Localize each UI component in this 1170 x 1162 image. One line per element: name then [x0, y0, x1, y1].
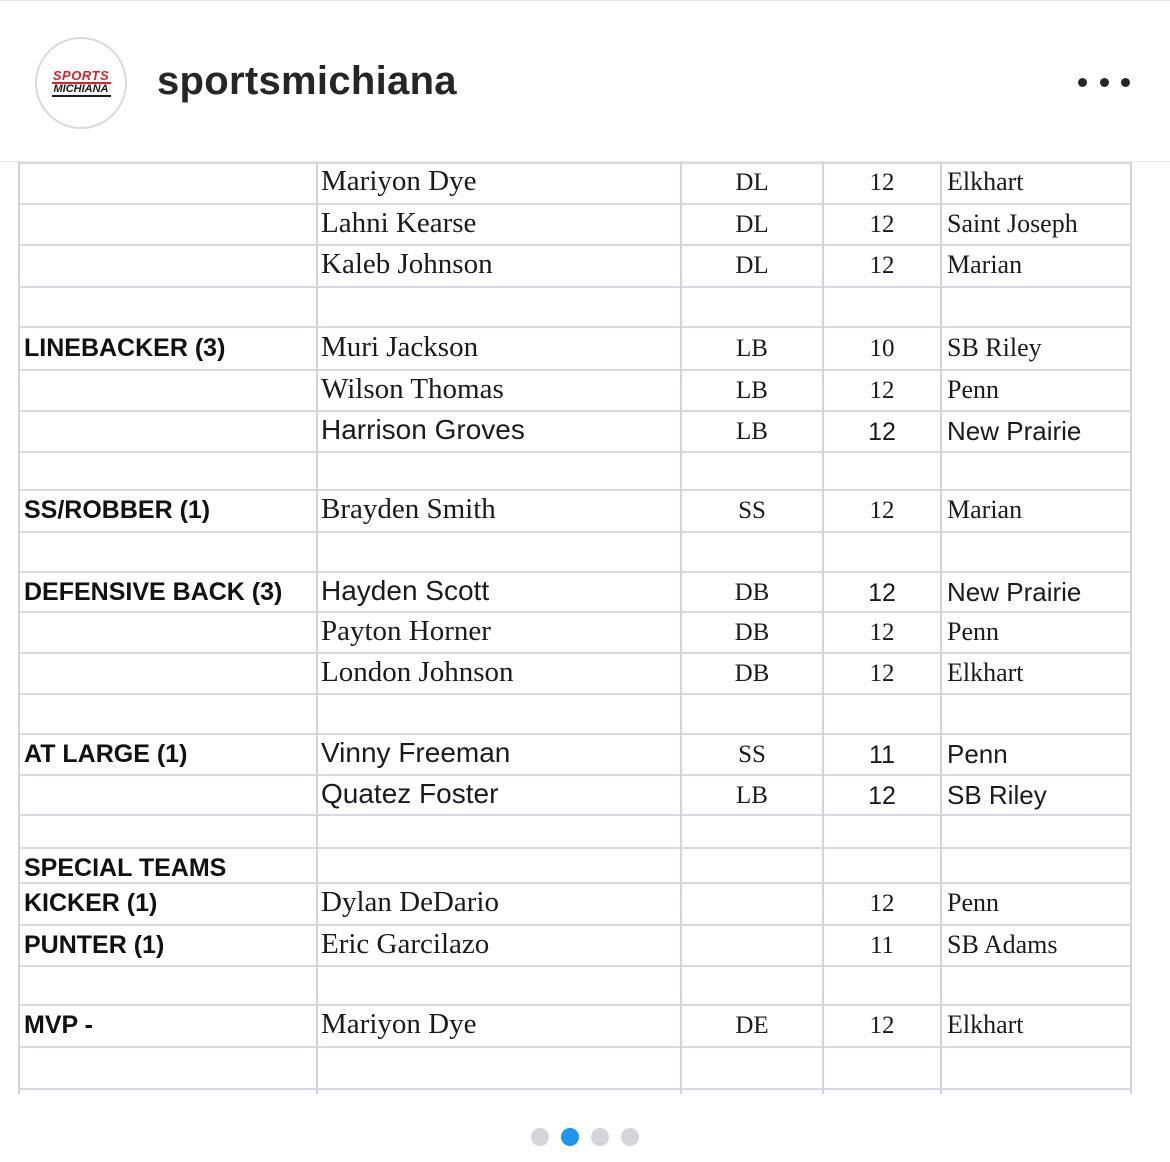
player-school: Marian	[947, 250, 1023, 279]
table-row	[0, 734, 1170, 774]
player-name: Hayden Scott	[321, 575, 490, 606]
player-name: Mariyon Dye	[321, 165, 477, 197]
table-row	[0, 452, 1170, 492]
player-position: LB	[736, 377, 768, 404]
carousel-dot[interactable]	[531, 1128, 549, 1146]
player-position: LB	[736, 335, 768, 362]
table-row	[0, 204, 1170, 244]
player-grade: 12	[869, 890, 895, 917]
player-position: DL	[735, 252, 769, 279]
table-row	[0, 653, 1170, 693]
player-school: Saint Joseph	[947, 209, 1078, 238]
player-grade: 12	[869, 619, 895, 646]
player-position: DB	[734, 619, 770, 646]
table-row	[0, 162, 1170, 202]
grid-line	[18, 1088, 1132, 1090]
category-label: SS/ROBBER (1)	[24, 496, 211, 524]
player-school: Elkhart	[947, 658, 1024, 687]
player-position: SS	[738, 497, 766, 524]
player-name: Quatez Foster	[321, 778, 499, 809]
carousel-dot[interactable]	[621, 1128, 639, 1146]
carousel-dot[interactable]	[591, 1128, 609, 1146]
player-grade: 12	[869, 377, 895, 404]
table-row	[0, 694, 1170, 734]
logo-text-michiana: MICHIANA	[53, 82, 109, 95]
player-grade: 12	[869, 211, 895, 238]
player-grade: 12	[869, 660, 895, 687]
table-row	[0, 612, 1170, 652]
player-name: Lahni Kearse	[321, 207, 477, 239]
table-row	[0, 370, 1170, 410]
player-grade: 11	[869, 741, 895, 769]
player-grade: 12	[869, 497, 895, 524]
carousel-dot[interactable]	[561, 1128, 579, 1146]
table-row	[0, 532, 1170, 572]
profile-avatar[interactable]	[35, 37, 127, 129]
player-school: Elkhart	[947, 1010, 1024, 1039]
player-name: Kaleb Johnson	[321, 248, 493, 280]
player-grade: 11	[869, 932, 895, 959]
player-school: Marian	[947, 495, 1023, 524]
player-school: Penn	[947, 617, 999, 646]
player-position: DB	[734, 660, 770, 687]
table-row	[0, 572, 1170, 612]
player-name: Muri Jackson	[321, 331, 479, 363]
player-name: Eric Garcilazo	[321, 928, 490, 960]
player-position: DB	[734, 579, 770, 606]
category-label: MVP -	[24, 1011, 93, 1039]
player-school: New Prairie	[947, 577, 1082, 607]
player-school: Penn	[947, 375, 999, 404]
table-row	[0, 328, 1170, 368]
player-school: Penn	[947, 888, 999, 917]
player-name: Dylan DeDario	[321, 886, 499, 918]
player-grade: 12	[868, 782, 896, 810]
post-header	[0, 0, 1170, 162]
player-school: Elkhart	[947, 167, 1024, 196]
player-grade: 12	[868, 418, 896, 446]
player-name: Vinny Freeman	[321, 737, 511, 768]
player-school: SB Riley	[947, 333, 1042, 362]
player-grade: 12	[869, 169, 895, 196]
table-row	[0, 490, 1170, 530]
category-label: PUNTER (1)	[24, 931, 165, 959]
table-row	[0, 1005, 1170, 1045]
post-image-roster-table	[0, 162, 1170, 1094]
player-position: DL	[735, 211, 769, 238]
table-row	[0, 245, 1170, 285]
player-position: DL	[735, 169, 769, 196]
table-row	[0, 966, 1170, 1006]
player-name: London Johnson	[321, 656, 514, 688]
player-position: SS	[738, 741, 766, 768]
player-name: Payton Horner	[321, 615, 491, 647]
table-row	[0, 286, 1170, 326]
category-label: KICKER (1)	[24, 889, 158, 917]
player-name: Wilson Thomas	[321, 373, 504, 405]
table-row	[0, 883, 1170, 923]
category-label: DEFENSIVE BACK (3)	[24, 578, 283, 606]
carousel-indicator	[0, 1128, 1170, 1150]
player-position: LB	[736, 782, 768, 809]
player-position: LB	[736, 418, 768, 445]
category-label: LINEBACKER (3)	[24, 334, 226, 362]
username-link[interactable]: sportsmichiana	[157, 59, 457, 103]
category-label: SPECIAL TEAMS	[24, 854, 227, 882]
player-school: Penn	[947, 739, 1008, 769]
player-school: SB Adams	[947, 930, 1058, 959]
category-label: AT LARGE (1)	[24, 740, 188, 768]
table-row	[0, 848, 1170, 888]
player-grade: 12	[868, 579, 896, 607]
player-name: Harrison Groves	[321, 414, 525, 445]
player-grade: 12	[869, 1012, 895, 1039]
player-name: Mariyon Dye	[321, 1008, 477, 1040]
player-name: Brayden Smith	[321, 493, 496, 525]
player-school: SB Riley	[947, 780, 1047, 810]
table-row	[0, 925, 1170, 965]
table-row	[0, 411, 1170, 451]
player-school: New Prairie	[947, 416, 1082, 446]
table-row	[0, 775, 1170, 815]
logo-text-sports: SPORTS	[52, 67, 110, 83]
table-row	[0, 1047, 1170, 1087]
player-position: DE	[735, 1012, 769, 1039]
player-grade: 10	[869, 335, 895, 362]
more-options-icon[interactable]	[1078, 71, 1130, 93]
player-grade: 12	[869, 252, 895, 279]
